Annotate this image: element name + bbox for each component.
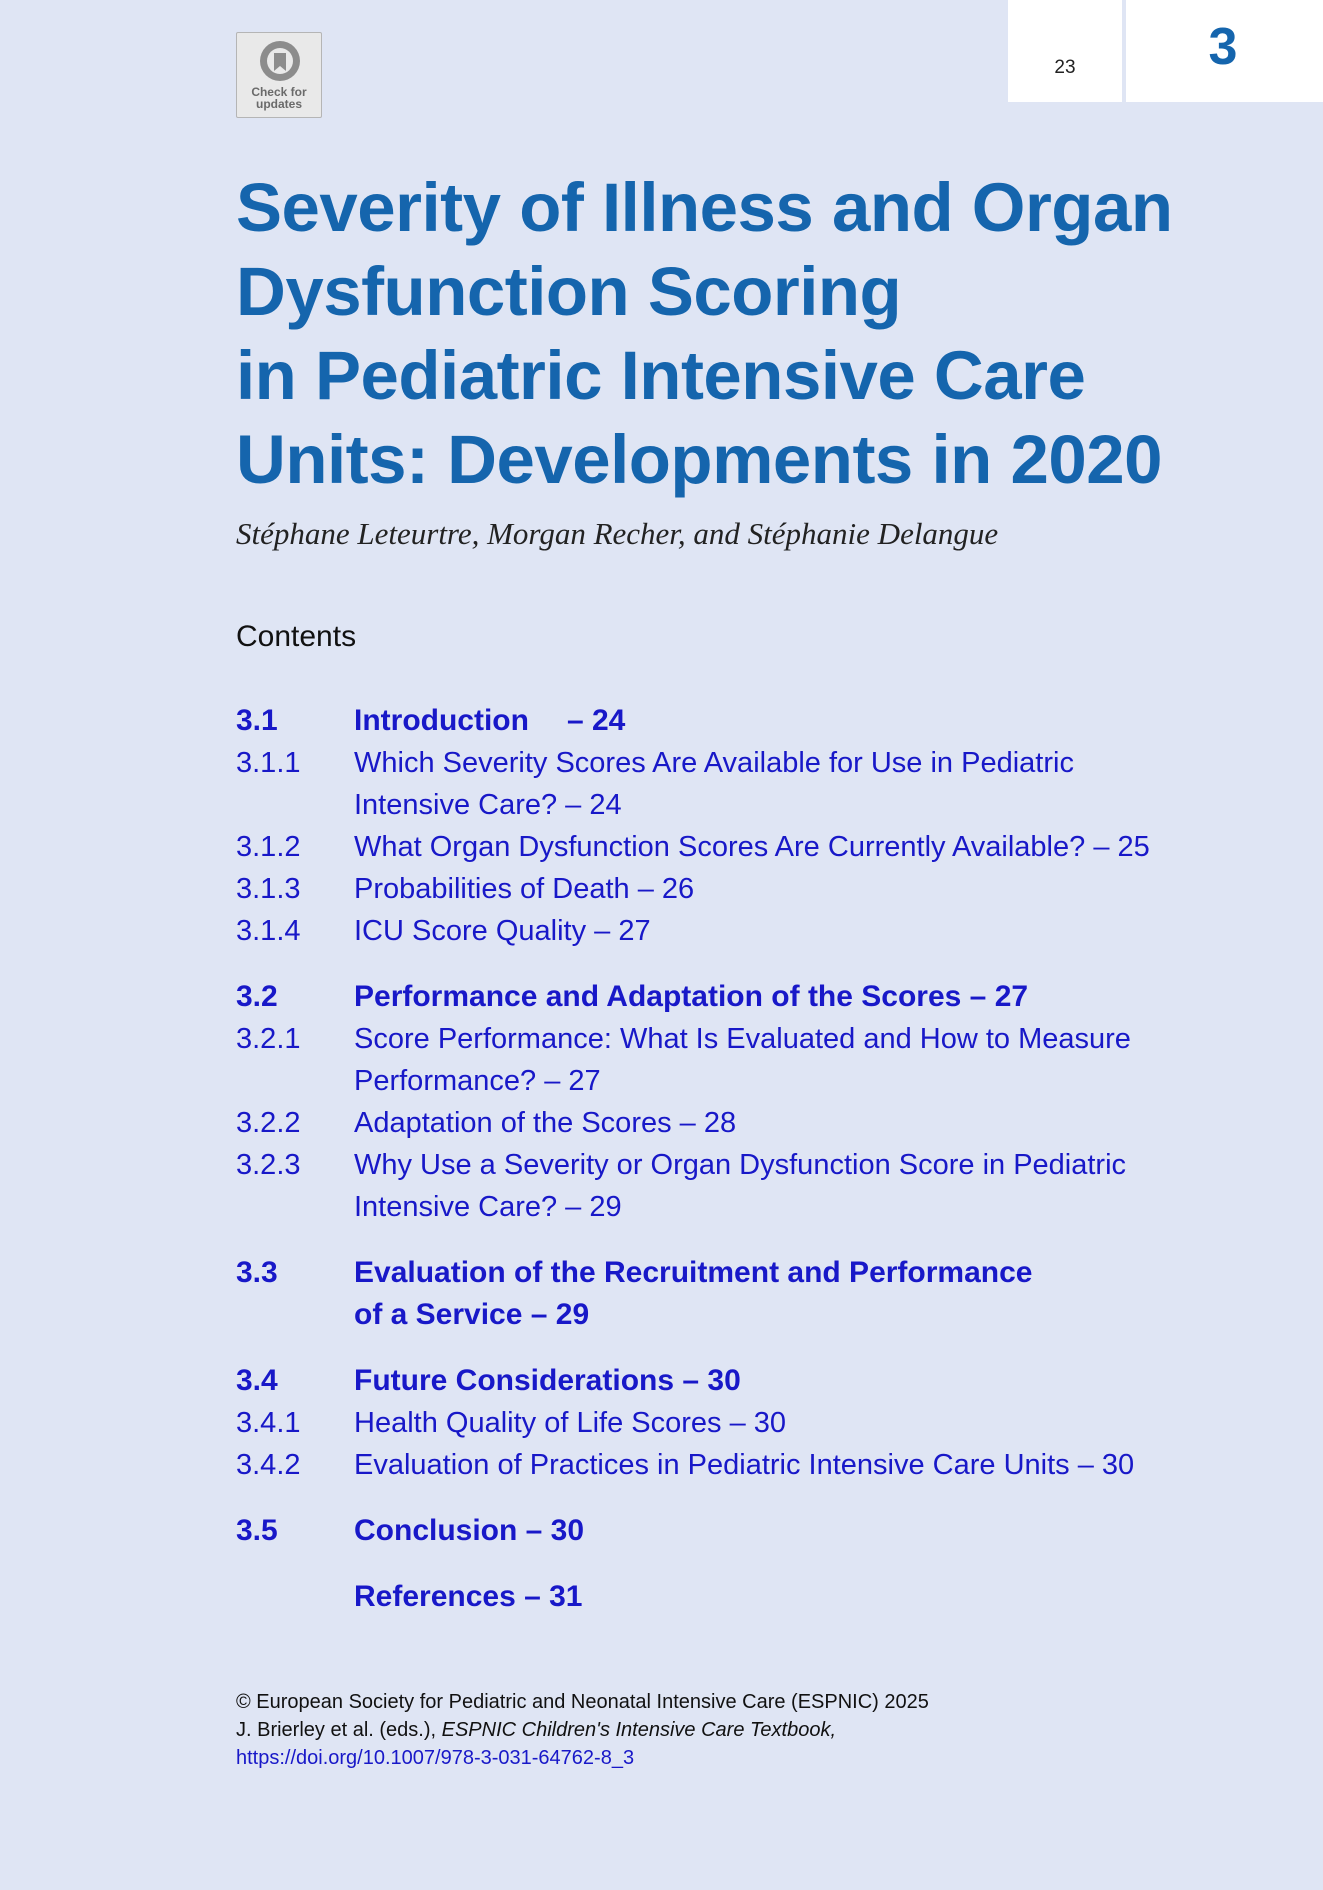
authors: Stéphane Leteurtre, Morgan Recher, and Stéphanie Delangue — [236, 516, 999, 551]
citation-line: J. Brierley et al. (eds.), ESPNIC Children's Intensive Care Textbook, — [236, 1719, 836, 1741]
toc-entry-3-1-2[interactable]: 3.1.2 What Organ Dysfunction Scores Are Currently Available? – 25 — [236, 831, 1150, 863]
chapter-title — [236, 166, 1236, 502]
toc-entry-3-1-4[interactable]: 3.1.4 ICU Score Quality – 27 — [236, 915, 651, 947]
chapter-title-line: in Pediatric Intensive Care — [236, 337, 1086, 414]
toc-entry-3-4-1[interactable]: 3.4.1 Health Quality of Life Scores – 30 — [236, 1407, 787, 1439]
toc-entry-3-1-1[interactable]: 3.1.1 Which Severity Scores Are Available for Use in Pediatric Intensive Care? – 24 — [236, 747, 1074, 821]
toc-entry-3-5[interactable]: 3.5 Conclusion – 30 — [236, 1514, 585, 1547]
table-of-contents — [236, 700, 1236, 1618]
bookmark-ribbon-icon — [258, 39, 302, 83]
toc-entry-references[interactable]: References – 31 — [354, 1580, 583, 1613]
toc-entry-3-3[interactable]: 3.3 Evaluation of the Recruitment and Performance of a Service – 29 — [236, 1256, 1033, 1331]
contents-heading: Contents — [236, 620, 357, 653]
chapter-number-box — [1126, 0, 1323, 102]
page-number-box — [1008, 0, 1122, 102]
check-for-updates-label: Check for updates — [251, 85, 307, 111]
chapter-title-line: Severity of Illness and Organ — [236, 169, 1173, 246]
toc-entry-3-2-3[interactable]: 3.2.3 Why Use a Severity or Organ Dysfunction Score in Pediatric Intensive Care? – 29 — [236, 1149, 1127, 1223]
toc-entry-3-4-2[interactable]: 3.4.2 Evaluation of Practices in Pediatric Intensive Care Units – 30 — [236, 1449, 1135, 1481]
toc-entry-3-4[interactable]: 3.4 Future Considerations – 30 — [236, 1364, 741, 1397]
page-number: 23 — [1054, 57, 1076, 78]
copyright-line: © European Society for Pediatric and Neonatal Intensive Care (ESPNIC) 2025 — [236, 1691, 929, 1713]
copyright-footer — [236, 1688, 929, 1772]
toc-entry-3-1-3[interactable]: 3.1.3 Probabilities of Death – 26 — [236, 873, 695, 905]
chapter-title-line: Units: Developments in 2020 — [236, 421, 1162, 498]
chapter-title-line: Dysfunction Scoring — [236, 253, 902, 330]
chapter-number: 3 — [1208, 18, 1238, 76]
toc-entry-3-2[interactable]: 3.2 Performance and Adaptation of the Scores – 27 — [236, 980, 1029, 1013]
check-for-updates-badge[interactable] — [236, 32, 322, 118]
toc-entry-3-2-2[interactable]: 3.2.2 Adaptation of the Scores – 28 — [236, 1107, 737, 1139]
doi-link[interactable]: https://doi.org/10.1007/978-3-031-64762-8_3 — [236, 1747, 635, 1769]
toc-entry-3-1[interactable]: 3.1 Introduction – 24 — [236, 704, 626, 737]
toc-entry-3-2-1[interactable]: 3.2.1 Score Performance: What Is Evaluated and How to Measure Performance? – 27 — [236, 1023, 1131, 1097]
